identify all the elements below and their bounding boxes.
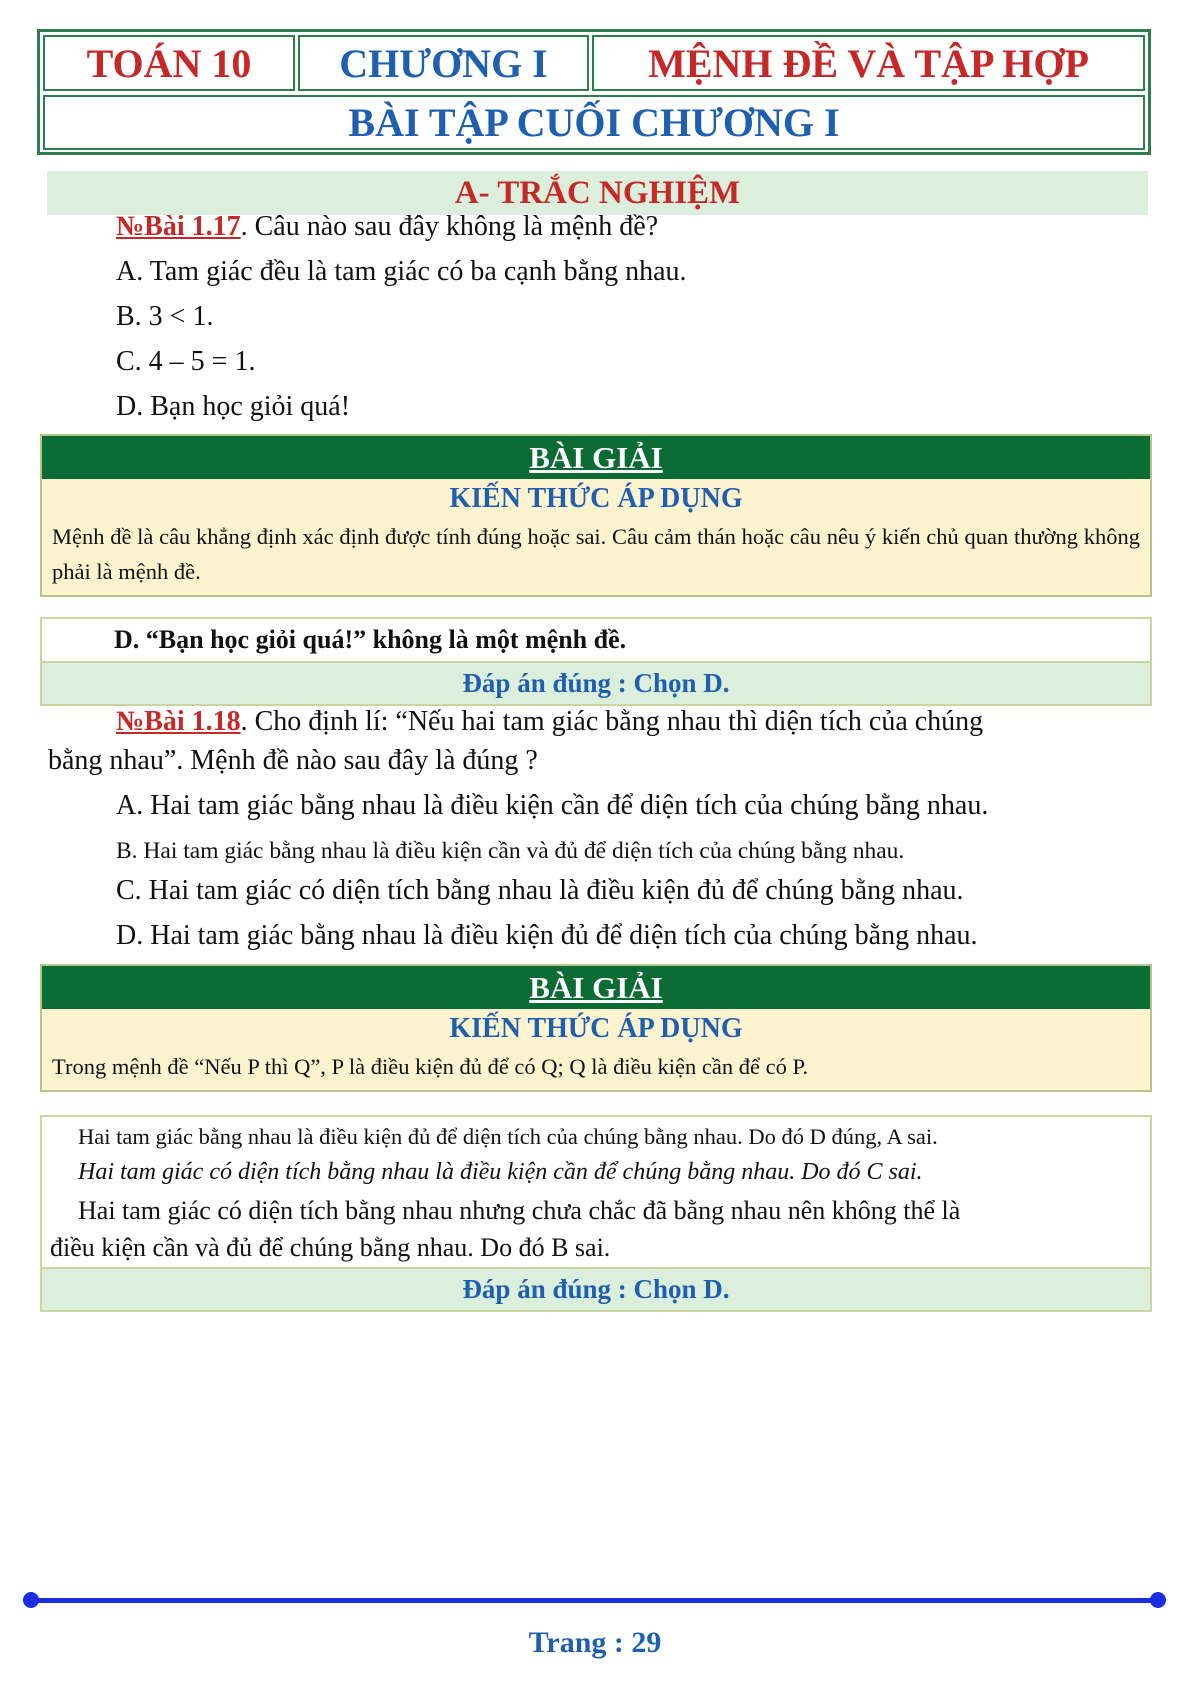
correct-answer: Đáp án đúng : Chọn D. [42,661,1150,704]
knowledge-title: KIẾN THỨC ÁP DỤNG [449,1013,743,1044]
question-number: №Bài 1.18 [116,706,241,737]
section-title: A- TRẮC NGHIỆM [47,171,1148,215]
explanation: D. “Bạn học giỏi quá!” không là một mệnh đề. [114,625,627,654]
knowledge-text: Trong mệnh đề “Nếu P thì Q”, P là điều kiện đủ để có Q; Q là điều kiện cần để có P. [52,1054,809,1079]
answer-box-1 [40,617,1152,706]
explanation-line-2: Hai tam giác có diện tích bằng nhau là điều kiện cần để chúng bằng nhau. Do đó C sai. [78,1159,923,1185]
option-d: D. Bạn học giỏi quá! [116,391,351,422]
page-number: Trang : 29 [528,1626,662,1659]
solution-box-1 [40,434,1152,597]
solution-header: BÀI GIẢI [42,966,1150,1009]
solution-header: BÀI GIẢI [42,436,1150,479]
explanation-line-3a: Hai tam giác có diện tích bằng nhau nhưng chưa chắc đã bằng nhau nên không thể là [78,1196,961,1225]
footer-dot-left [23,1592,39,1608]
question-text-line-1: . Cho định lí: “Nếu hai tam giác bằng nhau thì diện tích của chúng [240,706,984,737]
question-1-18 [116,705,983,739]
knowledge-text: Mệnh đề là câu khẳng định xác định được tính đúng hoặc sai. Câu cảm thán hoặc câu nêu ý kiến chủ quan thường không phải là mệnh đề. [52,524,1140,584]
option-c: C. Hai tam giác có diện tích bằng nhau là điều kiện đủ để chúng bằng nhau. [116,875,964,906]
option-a: A. Hai tam giác bằng nhau là điều kiện cần để diện tích của chúng bằng nhau. [116,790,989,821]
question-text-line-2: bằng nhau”. Mệnh đề nào sau đây là đúng ? [48,745,538,776]
explanation-line-3b: điều kiện cần và đủ để chúng bằng nhau. Do đó B sai. [50,1233,611,1262]
question-number: №Bài 1.17 [116,211,241,242]
option-d: D. Hai tam giác bằng nhau là điều kiện đủ để diện tích của chúng bằng nhau. [116,920,978,951]
subject-cell: TOÁN 10 [43,35,295,91]
chapter-title-cell: MỆNH ĐỀ VÀ TẬP HỢP [592,35,1145,91]
footer-divider [31,1598,1157,1603]
question-text: . Câu nào sau đây không là mệnh đề? [240,211,659,242]
footer-dot-right [1150,1592,1166,1608]
option-b: B. 3 < 1. [116,301,214,332]
header-table [37,29,1151,155]
lesson-title-cell: BÀI TẬP CUỐI CHƯƠNG I [43,95,1145,150]
correct-answer: Đáp án đúng : Chọn D. [42,1267,1150,1310]
solution-box-2 [40,964,1152,1092]
explanation-line-1: Hai tam giác bằng nhau là điều kiện đủ để diện tích của chúng bằng nhau. Do đó D đúng, A sai. [78,1124,938,1149]
question-1-17 [116,210,658,244]
option-b: B. Hai tam giác bằng nhau là điều kiện cần và đủ để diện tích của chúng bằng nhau. [116,838,905,864]
option-a: A. Tam giác đều là tam giác có ba cạnh bằng nhau. [116,256,687,287]
chapter-cell: CHƯƠNG I [298,35,589,91]
answer-box-2 [40,1115,1152,1312]
knowledge-title: KIẾN THỨC ÁP DỤNG [449,483,743,514]
explanation-block [42,1117,1150,1267]
option-c: C. 4 – 5 = 1. [116,346,256,377]
